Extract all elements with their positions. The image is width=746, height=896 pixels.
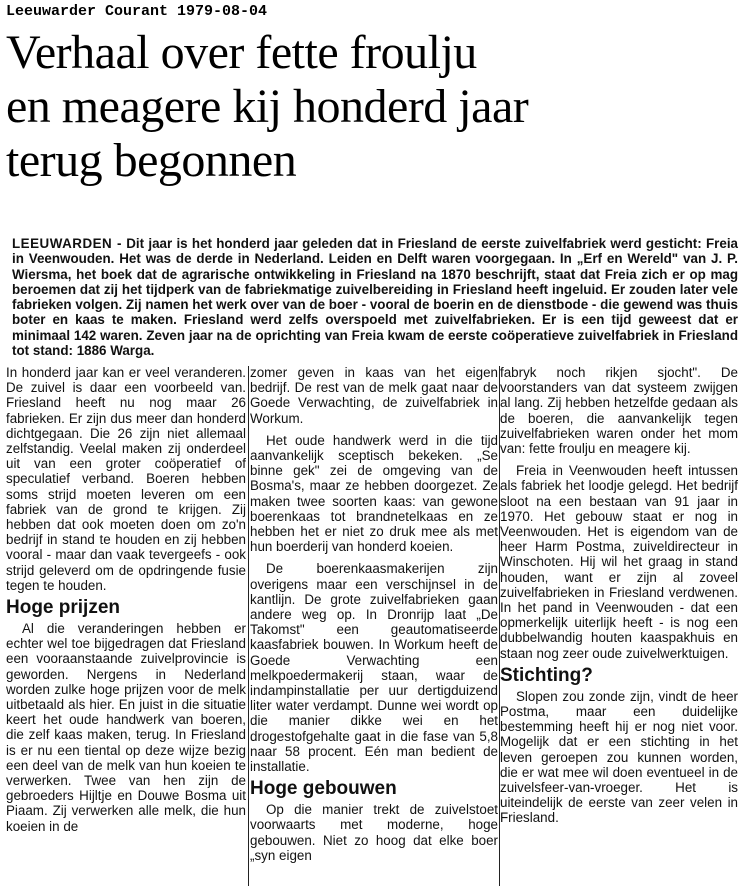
article-lead [12, 236, 738, 358]
paragraph: Slopen zou zonde zijn, vindt de heer Postma, maar een duidelijke bestemming heeft hij er nog niet voor. Mogelijk dat er een stichting in het leven geroepen zou kunnen worden, die er wat mee wil doen eventueel in de zuivelsfeer-van-vroeger. Het is uiteindelijk de eerste van zeer velen in Friesland. [500, 688, 738, 826]
paragraph: fabryk noch rikjen sjocht". De voorstanders van dat systeem zwijgen al lang. Zij hebben hetzelfde gedaan als de boeren, die aanvankelijk tegen zuivelfabrieken waren onder het mom van: fette froulju en meagere kij. [500, 365, 738, 457]
lead-text: Dit jaar is het honderd jaar geleden dat in Friesland de eerste zuivelfabriek werd gesticht: Freia in Veenwouden. Het was de derde in Nederland. Leiden en Delft waren voorgegaan. In „Erf en Wereld" van J. P. Wiersma, het boek dat de agrarische ontwikkeling in Friesland na 1870 beschrijft, staat dat Freia zich er op mag beroemen dat zij het tijdperk van de fabriekmatige zuivelbereiding in Friesland heeft ingeluid. Er zouden later vele fabrieken volgen. Zij namen het werk over van de boer - vooral de boerin en de dienstbode - die gewend was thuis boter en kaas te maken. Friesland werd zelfs overspoeld met zuivelfabrieken. Er is een tijd geweest dat er minimaal 142 waren. Zeven jaar na de oprichting van Freia kwam de eerste coöperatieve zuivelfabriek in Friesland tot stand: 1886 Warga. [12, 236, 738, 359]
subheading-hoge-gebouwen: Hoge gebouwen [250, 778, 397, 800]
article-column-1 [6, 365, 246, 834]
dateline: LEEUWARDEN - [12, 236, 122, 251]
subheading-hoge-prijzen: Hoge prijzen [6, 597, 121, 619]
paragraph: De boerenkaasmakerijen zijn overigens maar een verschijnsel in de kantlijn. De grote zuivelfabrieken gaan andere weg op. In Dronrijp laat „De Takomst" een geautomatiseerde kaasfabriek bouwen. In Workum heeft de Goede Verwachting een melkpoedermakerij staan, waar de indampinstallatie per uur dertigduizend liter water verdampt. Dunne wei wordt op die manier dikke wei en het drogestofgehalte gaat in die fase van 5,8 naar 58 procent. Eén man bedient de installatie. [250, 561, 498, 775]
paragraph: Op die manier trekt de zuivelstoet voorwaarts met moderne, hoge gebouwen. Niet zo hoog dat elke boer „syn eigen [250, 802, 498, 863]
paragraph: Al die veranderingen hebben er echter wel toe bijgedragen dat Friesland een vooraanstaande zuivelprovincie is geworden. Nergens in Nederland worden zulke hoge prijzen voor de melk uitbetaald als hier. En juist in die situatie keert het oude handwerk van boeren, die zelf kaas maken, terug. In Friesland is er nu een tiental op deze wijze bezig een deel van de melk van hun koeien te verwerken. Twee van hen zijn de gebroeders Hijltje en Douwe Bosma uit Piaam. Zij verwerken alle melk, die hun koeien in de [6, 621, 246, 834]
headline-line-2: en meagere kij honderd jaar [6, 80, 529, 133]
column-divider [248, 366, 249, 886]
paragraph: zomer geven in kaas van het eigen bedrijf. De rest van de melk gaat naar de Goede Verwachting, de zuivelfabriek in Workum. [250, 365, 498, 426]
article-headline [6, 26, 742, 188]
article-column-3 [500, 365, 738, 826]
article-column-2 [250, 365, 498, 863]
newspaper-masthead: Leeuwarder Courant 1979-08-04 [6, 3, 268, 20]
headline-line-1: Verhaal over fette froulju [6, 26, 477, 79]
paragraph: In honderd jaar kan er veel veranderen. De zuivel is daar een voorbeeld van. Friesland heeft nu nog maar 26 fabrieken. Er zijn dus meer dan honderd dichtgegaan. Die 26 zijn niet allemaal zelfstandig. Veelal maken zij onderdeel uit van een groter coöperatief of speculatief verband. Boeren hebben soms strijd moeten leveren om een fabriek van de grond te krijgen. Zij hebben dat ook moeten doen om zo'n bedrijf in stand te houden en zij hebben vooral - maar dan vaak tevergeefs - ook strijd geleverd om de opdringende fusie tegen te houden. [6, 365, 246, 593]
paragraph: Het oude handwerk werd in die tijd aanvankelijk sceptisch bekeken. „Se binne gek" zei de omgeving van de Bosma's, maar ze hebben doorgezet. Ze maken twee soorten kaas: van gewone boerenkaas tot brandnetelkaas en ze hebben het er niet zo druk mee als met hun boerderij van honderd koeien. [250, 432, 498, 555]
headline-line-3: terug begonnen [6, 134, 297, 187]
paragraph: Freia in Veenwouden heeft intussen als fabriek het loodje gelegd. Het bedrijf sloot na een bestaan van 91 jaar in 1970. Het gebouw staat er nog in Veenwouden. Het is eigendom van de heer Harm Postma, zuiveldirecteur in Winschoten. Hij wil het graag in stand houden, want er zijn al zoveel zuivelfabrieken in Friesland verdwenen. In het pand in Veenwouden - dat een opmerkelijk uiterlijk heeft - is nog een dubbelwandig houten kaaspakhuis en staan nog zeer oude zuivelwerktuigen. [500, 463, 738, 661]
subheading-stichting: Stichting? [500, 664, 593, 686]
